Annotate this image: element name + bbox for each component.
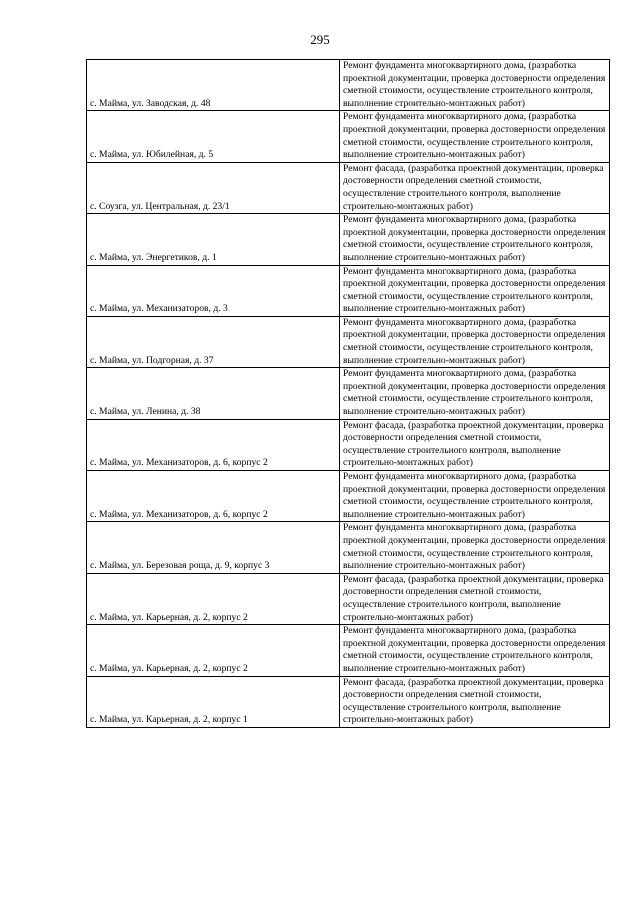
address-cell: с. Майма, ул. Заводская, д. 48 [87, 60, 340, 111]
work-description-cell: Ремонт фундамента многоквартирного дома, (разработка проектной документации, проверка достоверности определения сметной стоимости, осуществление строительного контроля, выполнение строительно-монтажных работ) [340, 111, 610, 162]
table-row [87, 214, 610, 265]
address-cell: с. Майма, ул. Механизаторов, д. 6, корпус 2 [87, 419, 340, 470]
address-cell: с. Майма, ул. Подгорная, д. 37 [87, 316, 340, 367]
table-row [87, 419, 610, 470]
work-description-cell: Ремонт фасада, (разработка проектной документации, проверка достоверности определения сметной стоимости, осуществление строительного контроля, выполнение строительно-монтажных работ) [340, 419, 610, 470]
address-cell: с. Майма, ул. Карьерная, д. 2, корпус 1 [87, 676, 340, 727]
table-row [87, 316, 610, 367]
work-description-cell: Ремонт фундамента многоквартирного дома, (разработка проектной документации, проверка достоверности определения сметной стоимости, осуществление строительного контроля, выполнение строительно-монтажных работ) [340, 471, 610, 522]
work-description-cell: Ремонт фундамента многоквартирного дома, (разработка проектной документации, проверка достоверности определения сметной стоимости, осуществление строительного контроля, выполнение строительно-монтажных работ) [340, 522, 610, 573]
work-description-cell: Ремонт фундамента многоквартирного дома, (разработка проектной документации, проверка достоверности определения сметной стоимости, осуществление строительного контроля, выполнение строительно-монтажных работ) [340, 265, 610, 316]
table-row [87, 471, 610, 522]
address-cell: с. Майма, ул. Ленина, д. 38 [87, 368, 340, 419]
table-row [87, 676, 610, 727]
work-description-cell: Ремонт фасада, (разработка проектной документации, проверка достоверности определения сметной стоимости, осуществление строительного контроля, выполнение строительно-монтажных работ) [340, 573, 610, 624]
address-cell: с. Соузга, ул. Центральная, д. 23/1 [87, 162, 340, 213]
table-row [87, 265, 610, 316]
work-description-cell: Ремонт фундамента многоквартирного дома, (разработка проектной документации, проверка достоверности определения сметной стоимости, осуществление строительного контроля, выполнение строительно-монтажных работ) [340, 625, 610, 676]
work-description-cell: Ремонт фундамента многоквартирного дома, (разработка проектной документации, проверка достоверности определения сметной стоимости, осуществление строительного контроля, выполнение строительно-монтажных работ) [340, 214, 610, 265]
table-row [87, 162, 610, 213]
table-row [87, 111, 610, 162]
address-cell: с. Майма, ул. Механизаторов, д. 3 [87, 265, 340, 316]
table-row [87, 60, 610, 111]
table-row [87, 573, 610, 624]
address-cell: с. Майма, ул. Механизаторов, д. 6, корпус 2 [87, 471, 340, 522]
work-description-cell: Ремонт фасада, (разработка проектной документации, проверка достоверности определения сметной стоимости, осуществление строительного контроля, выполнение строительно-монтажных работ) [340, 162, 610, 213]
work-description-cell: Ремонт фасада, (разработка проектной документации, проверка достоверности определения сметной стоимости, осуществление строительного контроля, выполнение строительно-монтажных работ) [340, 676, 610, 727]
works-table [86, 59, 610, 728]
address-cell: с. Майма, ул. Юбилейная, д. 5 [87, 111, 340, 162]
address-cell: с. Майма, ул. Карьерная, д. 2, корпус 2 [87, 625, 340, 676]
work-description-cell: Ремонт фундамента многоквартирного дома, (разработка проектной документации, проверка достоверности определения сметной стоимости, осуществление строительного контроля, выполнение строительно-монтажных работ) [340, 368, 610, 419]
table-row [87, 625, 610, 676]
table-row [87, 522, 610, 573]
address-cell: с. Майма, ул. Энергетиков, д. 1 [87, 214, 340, 265]
address-cell: с. Майма, ул. Березовая роща, д. 9, корпус 3 [87, 522, 340, 573]
table-row [87, 368, 610, 419]
address-cell: с. Майма, ул. Карьерная, д. 2, корпус 2 [87, 573, 340, 624]
work-description-cell: Ремонт фундамента многоквартирного дома, (разработка проектной документации, проверка достоверности определения сметной стоимости, осуществление строительного контроля, выполнение строительно-монтажных работ) [340, 316, 610, 367]
work-description-cell: Ремонт фундамента многоквартирного дома, (разработка проектной документации, проверка достоверности определения сметной стоимости, осуществление строительного контроля, выполнение строительно-монтажных работ) [340, 60, 610, 111]
page-number: 295 [310, 32, 330, 47]
